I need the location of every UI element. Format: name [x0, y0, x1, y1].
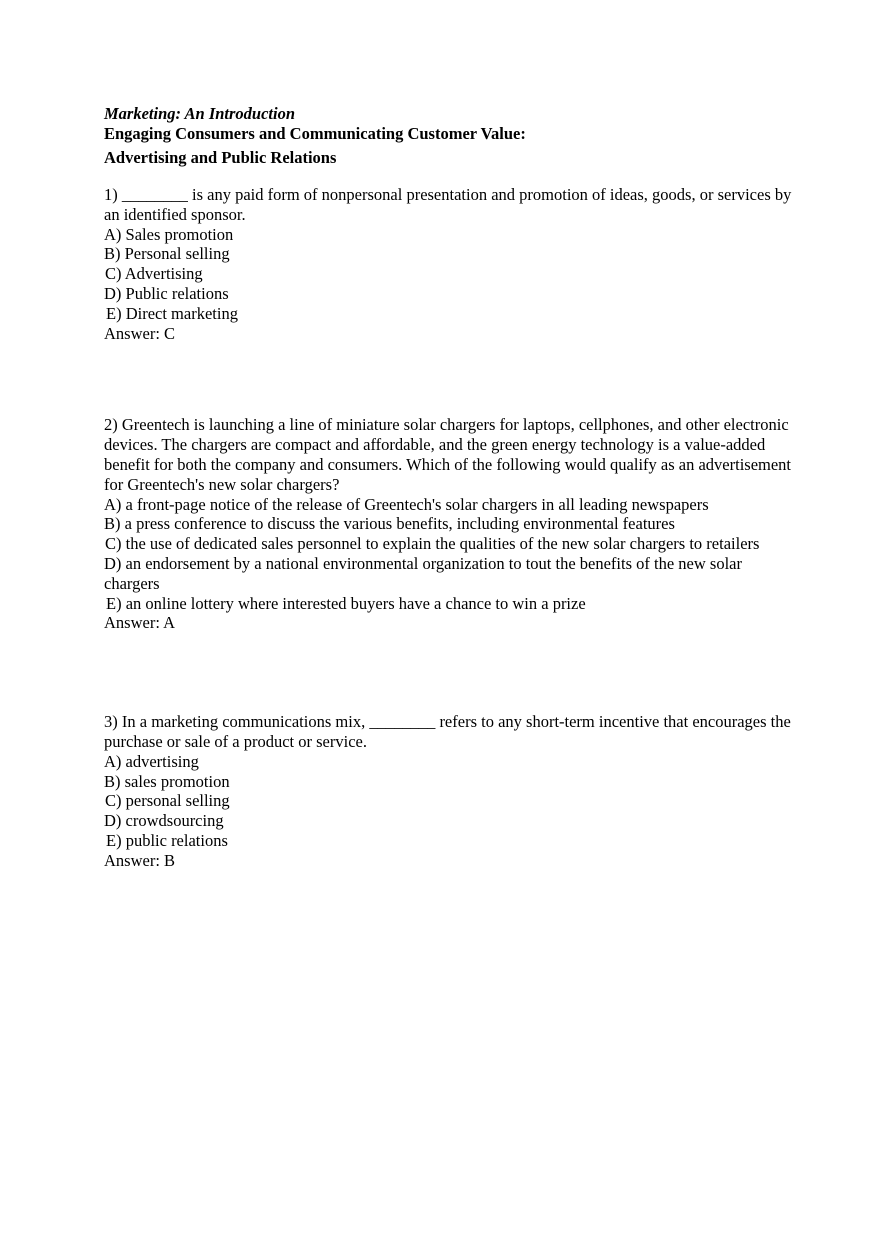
- document-page: [104, 104, 794, 871]
- question-3: [104, 712, 794, 870]
- option-c: C) Advertising: [105, 264, 203, 284]
- option-c: C) the use of dedicated sales personnel to explain the qualities of the new solar chargers to retailers: [105, 534, 760, 554]
- book-title: Marketing: An Introduction: [104, 104, 296, 123]
- option-a: A) a front-page notice of the release of Greentech's solar chargers in all leading newspapers: [104, 494, 709, 514]
- option-e: E) Direct marketing: [106, 303, 238, 323]
- option-c: C) personal selling: [105, 791, 230, 811]
- question-2: [104, 415, 794, 633]
- option-b: B) Personal selling: [104, 244, 230, 264]
- option-a: A) Sales promotion: [104, 224, 234, 244]
- option-b: B) a press conference to discuss the various benefits, including environmental features: [104, 514, 675, 534]
- question-stem: 1) ________ is any paid form of nonpersonal presentation and promotion of ideas, goods, or services by an identified sponsor.: [104, 185, 792, 224]
- chapter-title-line-2: Advertising and Public Relations: [104, 148, 337, 167]
- question-stem: 2) Greentech is launching a line of miniature solar chargers for laptops, cellphones, and other electronic devices. The chargers are compact and affordable, and the green energy technology is a value-added benefit for both the company and consumers. Which of the following would qualify as an advertisement for Greentech's new solar chargers?: [104, 415, 792, 494]
- option-e: E) public relations: [106, 830, 228, 850]
- answer: Answer: C: [104, 323, 176, 343]
- answer: Answer: A: [104, 613, 176, 633]
- option-d: D) crowdsourcing: [104, 811, 224, 831]
- question-stem: 3) In a marketing communications mix, ________ refers to any short-term incentive that encourages the purchase or sale of a product or service.: [104, 712, 791, 751]
- option-b: B) sales promotion: [104, 771, 230, 791]
- question-1: [104, 185, 794, 343]
- option-e: E) an online lottery where interested buyers have a chance to win a prize: [106, 593, 586, 613]
- option-d: D) Public relations: [104, 283, 229, 303]
- answer: Answer: B: [104, 850, 176, 870]
- chapter-title-line-1: Engaging Consumers and Communicating Customer Value:: [104, 124, 526, 143]
- option-a: A) advertising: [104, 751, 199, 771]
- option-d: D) an endorsement by a national environmental organization to tout the benefits of the new solar chargers: [104, 553, 742, 593]
